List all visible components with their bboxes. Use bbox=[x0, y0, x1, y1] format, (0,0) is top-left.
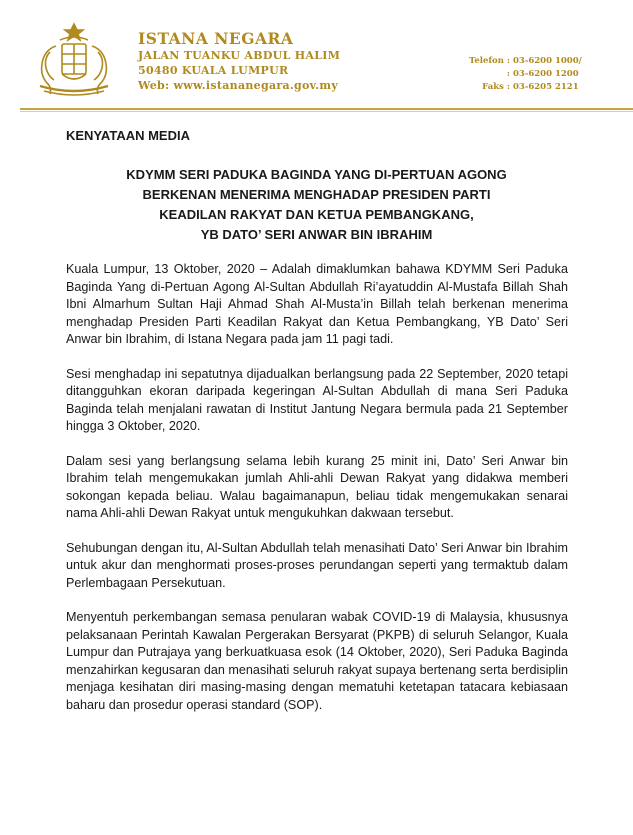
contact-label: Faks : bbox=[482, 82, 510, 92]
document-title bbox=[40, 165, 593, 245]
letterhead-divider-thin bbox=[20, 111, 633, 112]
document-body bbox=[66, 261, 568, 731]
contact-row bbox=[455, 55, 582, 68]
contact-block bbox=[455, 55, 582, 94]
document-heading: KENYATAAN MEDIA bbox=[66, 128, 190, 143]
address-line-1: JALAN TUANKU ABDUL HALIM bbox=[138, 49, 341, 62]
body-paragraph: Kuala Lumpur, 13 Oktober, 2020 – Adalah dimaklumkan bahawa KDYMM Seri Paduka Baginda Yang di-Pertuan Agong Al-Sultan Abdullah Ri’ayatuddin Al-Mustafa Billah Shah Ibni Almarhum Sultan Haji Ahmad Shah Al-Musta’in Billah telah berkenan menerima menghadap Presiden Parti Keadilan Rakyat dan Ketua Pembangkang, YB Dato’ Seri Anwar bin Ibrahim, di Istana Negara pada jam 11 pagi tadi. bbox=[66, 262, 568, 346]
contact-row bbox=[455, 68, 582, 81]
body-paragraph: Sesi menghadap ini sepatutnya dijadualkan berlangsung pada 22 September, 2020 tetapi ditangguhkan ekoran daripada kegeringan Al-Sultan Abdullah di mana Seri Paduka Baginda telah menjalani rawatan di Institut Jantung Negara bermula pada 21 September hingga 3 Oktober, 2020. bbox=[66, 366, 568, 433]
contact-value: 03-6200 1200 bbox=[513, 69, 579, 79]
organization-name: ISTANA NEGARA bbox=[138, 29, 294, 48]
title-line: BERKENAN MENERIMA MENGHADAP PRESIDEN PARTI bbox=[142, 187, 491, 202]
address-line-2: 50480 KUALA LUMPUR bbox=[138, 64, 289, 77]
title-line: KEADILAN RAKYAT DAN KETUA PEMBANGKANG, bbox=[159, 207, 474, 222]
contact-row bbox=[455, 81, 582, 94]
letterhead-divider bbox=[20, 108, 633, 110]
contact-label: : bbox=[506, 69, 510, 79]
contact-value: 03-6200 1000/ bbox=[513, 56, 582, 66]
contact-label: Telefon : bbox=[469, 56, 510, 66]
website-link[interactable]: Web: www.istananegara.gov.my bbox=[138, 79, 339, 92]
body-paragraph: Menyentuh perkembangan semasa penularan wabak COVID-19 di Malaysia, khususnya pelaksanaan Perintah Kawalan Pergerakan Bersyarat (PKPB) di seluruh Selangor, Kuala Lumpur dan Putrajaya yang berkuatkuasa esok (14 Oktober, 2020), Seri Paduka Baginda menzahirkan kegusaran dan menasihati seluruh rakyat supaya bertenang serta berdisiplin menjaga kesihatan diri masing-masing dengan mematuhi ketetapan tatacara kebiasaan baharu dan prosedur operasi standard (SOP). bbox=[66, 610, 568, 712]
organization-block bbox=[138, 30, 340, 93]
title-line: KDYMM SERI PADUKA BAGINDA YANG DI-PERTUAN AGONG bbox=[126, 167, 507, 182]
body-paragraph: Dalam sesi yang berlangsung selama lebih kurang 25 minit ini, Dato’ Seri Anwar bin Ibrahim telah mengemukakan jumlah Ahli-ahli Dewan Rakyat yang didakwa memberi sokongan kepada beliau. Walau bagaimanapun, beliau tidak mengemukakan senarai nama Ahli-ahli Dewan Rakyat untuk mengukuhkan dakwaan tersebut. bbox=[66, 453, 568, 520]
body-paragraph: Sehubungan dengan itu, Al-Sultan Abdullah telah menasihati Dato’ Seri Anwar bin Ibrahim untuk akur dan menghormati proses-proses perundangan seperti yang termaktub dalam Perlembagaan Persekutuan. bbox=[66, 540, 568, 590]
letterhead bbox=[0, 0, 633, 112]
coat-of-arms-logo bbox=[26, 20, 122, 100]
title-line: YB DATO’ SERI ANWAR BIN IBRAHIM bbox=[200, 227, 433, 242]
contact-value: 03-6205 2121 bbox=[513, 82, 579, 92]
